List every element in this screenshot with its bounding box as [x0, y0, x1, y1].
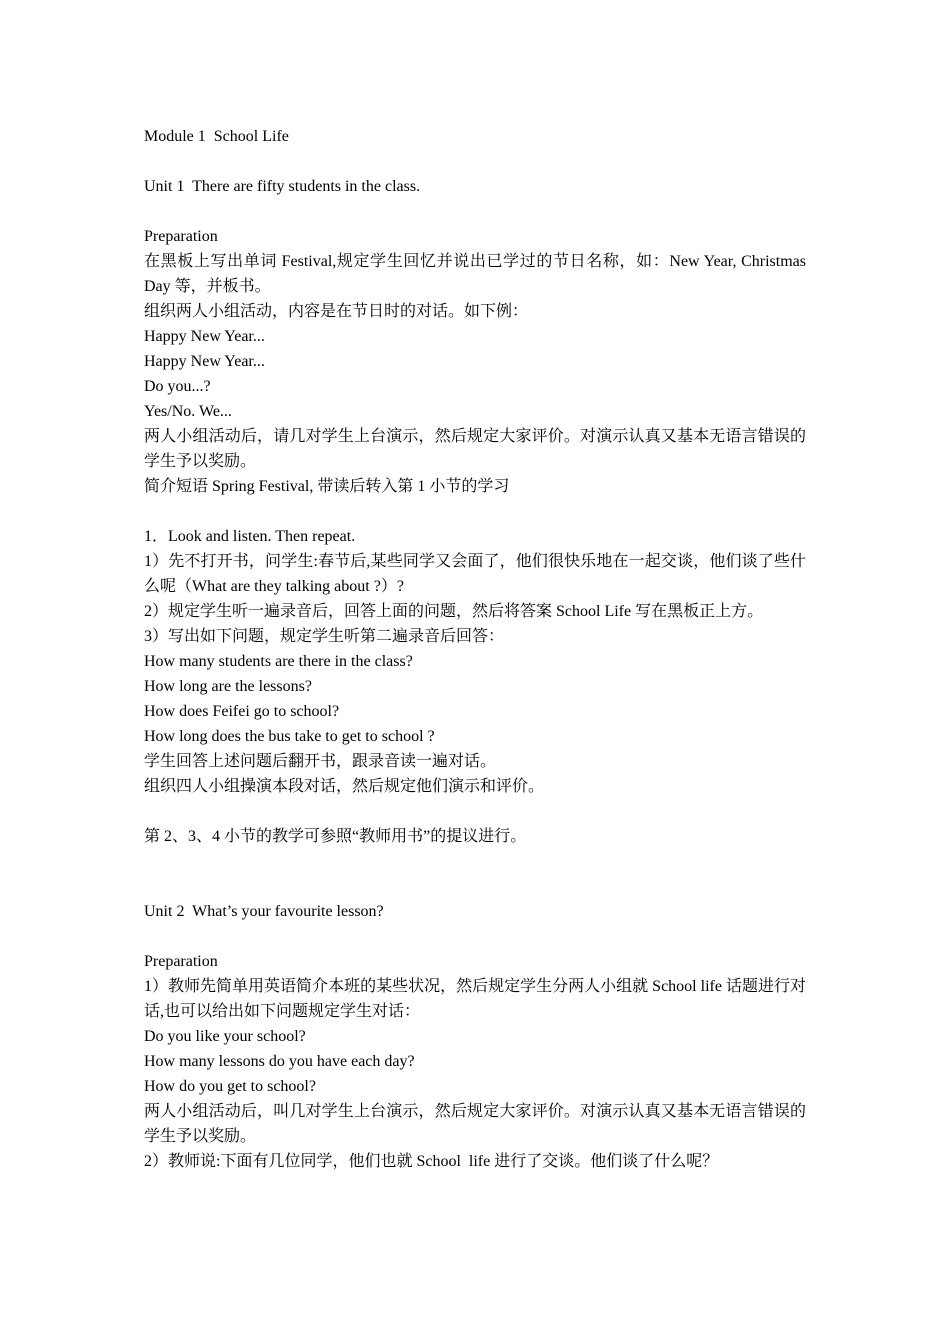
spacer — [144, 849, 806, 899]
spacer — [144, 924, 806, 949]
unit1-section1-heading: 1．Look and listen. Then repeat. — [144, 528, 356, 545]
unit1-title: Unit 1 There are fifty students in the class. — [144, 178, 421, 195]
module-title: Module 1 School Life — [144, 128, 289, 145]
unit1-section1-line: How long are the lessons? — [144, 678, 312, 695]
unit1-prep-line: 简介短语 Spring Festival, 带读后转入第 1 小节的学习 — [144, 478, 510, 495]
unit1-section1-line: 组织四人小组操演本段对话，然后规定他们演示和评价。 — [144, 778, 545, 795]
unit1-prep-line: 两人小组活动后，请几对学生上台演示，然后规定大家评价。对演示认真又基本无语言错误的学生予以奖励。 — [144, 428, 806, 470]
unit1-prep-line: Happy New Year... — [144, 328, 265, 345]
unit1-prep-line: 组织两人小组活动，内容是在节日时的对话。如下例： — [144, 303, 529, 320]
unit2-prep-line: How many lessons do you have each day? — [144, 1053, 415, 1070]
unit2-prep-line: How do you get to school? — [144, 1078, 316, 1095]
unit1-prep-line: Yes/No. We... — [144, 403, 232, 420]
spacer — [144, 199, 806, 224]
unit1-prep-line: Happy New Year... — [144, 353, 265, 370]
unit2-prep-line: 2）教师说:下面有几位同学，他们也就 School life 进行了交谈。他们谈了什么呢？ — [144, 1153, 719, 1170]
unit1-section1-line: How many students are there in the class? — [144, 653, 413, 670]
spacer — [144, 149, 806, 174]
unit1-prep-line: 在黑板上写出单词 Festival,规定学生回忆并说出已学过的节日名称，如：New Year, Christmas Day 等，并板书。 — [144, 253, 810, 295]
unit1-note: 第 2、3、4 小节的教学可参照“教师用书”的提议进行。 — [144, 828, 527, 845]
unit1-prep-line: Do you...? — [144, 378, 211, 395]
unit2-preparation-heading: Preparation — [144, 953, 218, 970]
unit2-prep-line: Do you like your school? — [144, 1028, 306, 1045]
spacer — [144, 499, 806, 524]
unit1-section1-line: How long does the bus take to get to school ? — [144, 728, 435, 745]
unit1-section1-line: 1）先不打开书，问学生:春节后,某些同学又会面了，他们很快乐地在一起交谈，他们谈了些什么呢（What are they talking about ?）? — [144, 553, 806, 595]
unit1-preparation-heading: Preparation — [144, 228, 218, 245]
unit1-section1-line: How does Feifei go to school? — [144, 703, 340, 720]
unit1-section1-line: 学生回答上述问题后翻开书，跟录音读一遍对话。 — [144, 753, 497, 770]
unit2-prep-line: 两人小组活动后，叫几对学生上台演示，然后规定大家评价。对演示认真又基本无语言错误的学生予以奖励。 — [144, 1103, 806, 1145]
unit1-section1-line: 2）规定学生听一遍录音后，回答上面的问题，然后将答案 School Life 写在黑板正上方。 — [144, 603, 764, 620]
document-body — [144, 124, 810, 1174]
unit2-title: Unit 2 What’s your favourite lesson? — [144, 903, 384, 920]
spacer — [144, 799, 806, 824]
unit1-section1-line: 3）写出如下问题，规定学生听第二遍录音后回答： — [144, 628, 505, 645]
unit2-prep-line: 1）教师先简单用英语简介本班的某些状况，然后规定学生分两人小组就 School life 话题进行对话,也可以给出如下问题规定学生对话： — [144, 978, 806, 1020]
